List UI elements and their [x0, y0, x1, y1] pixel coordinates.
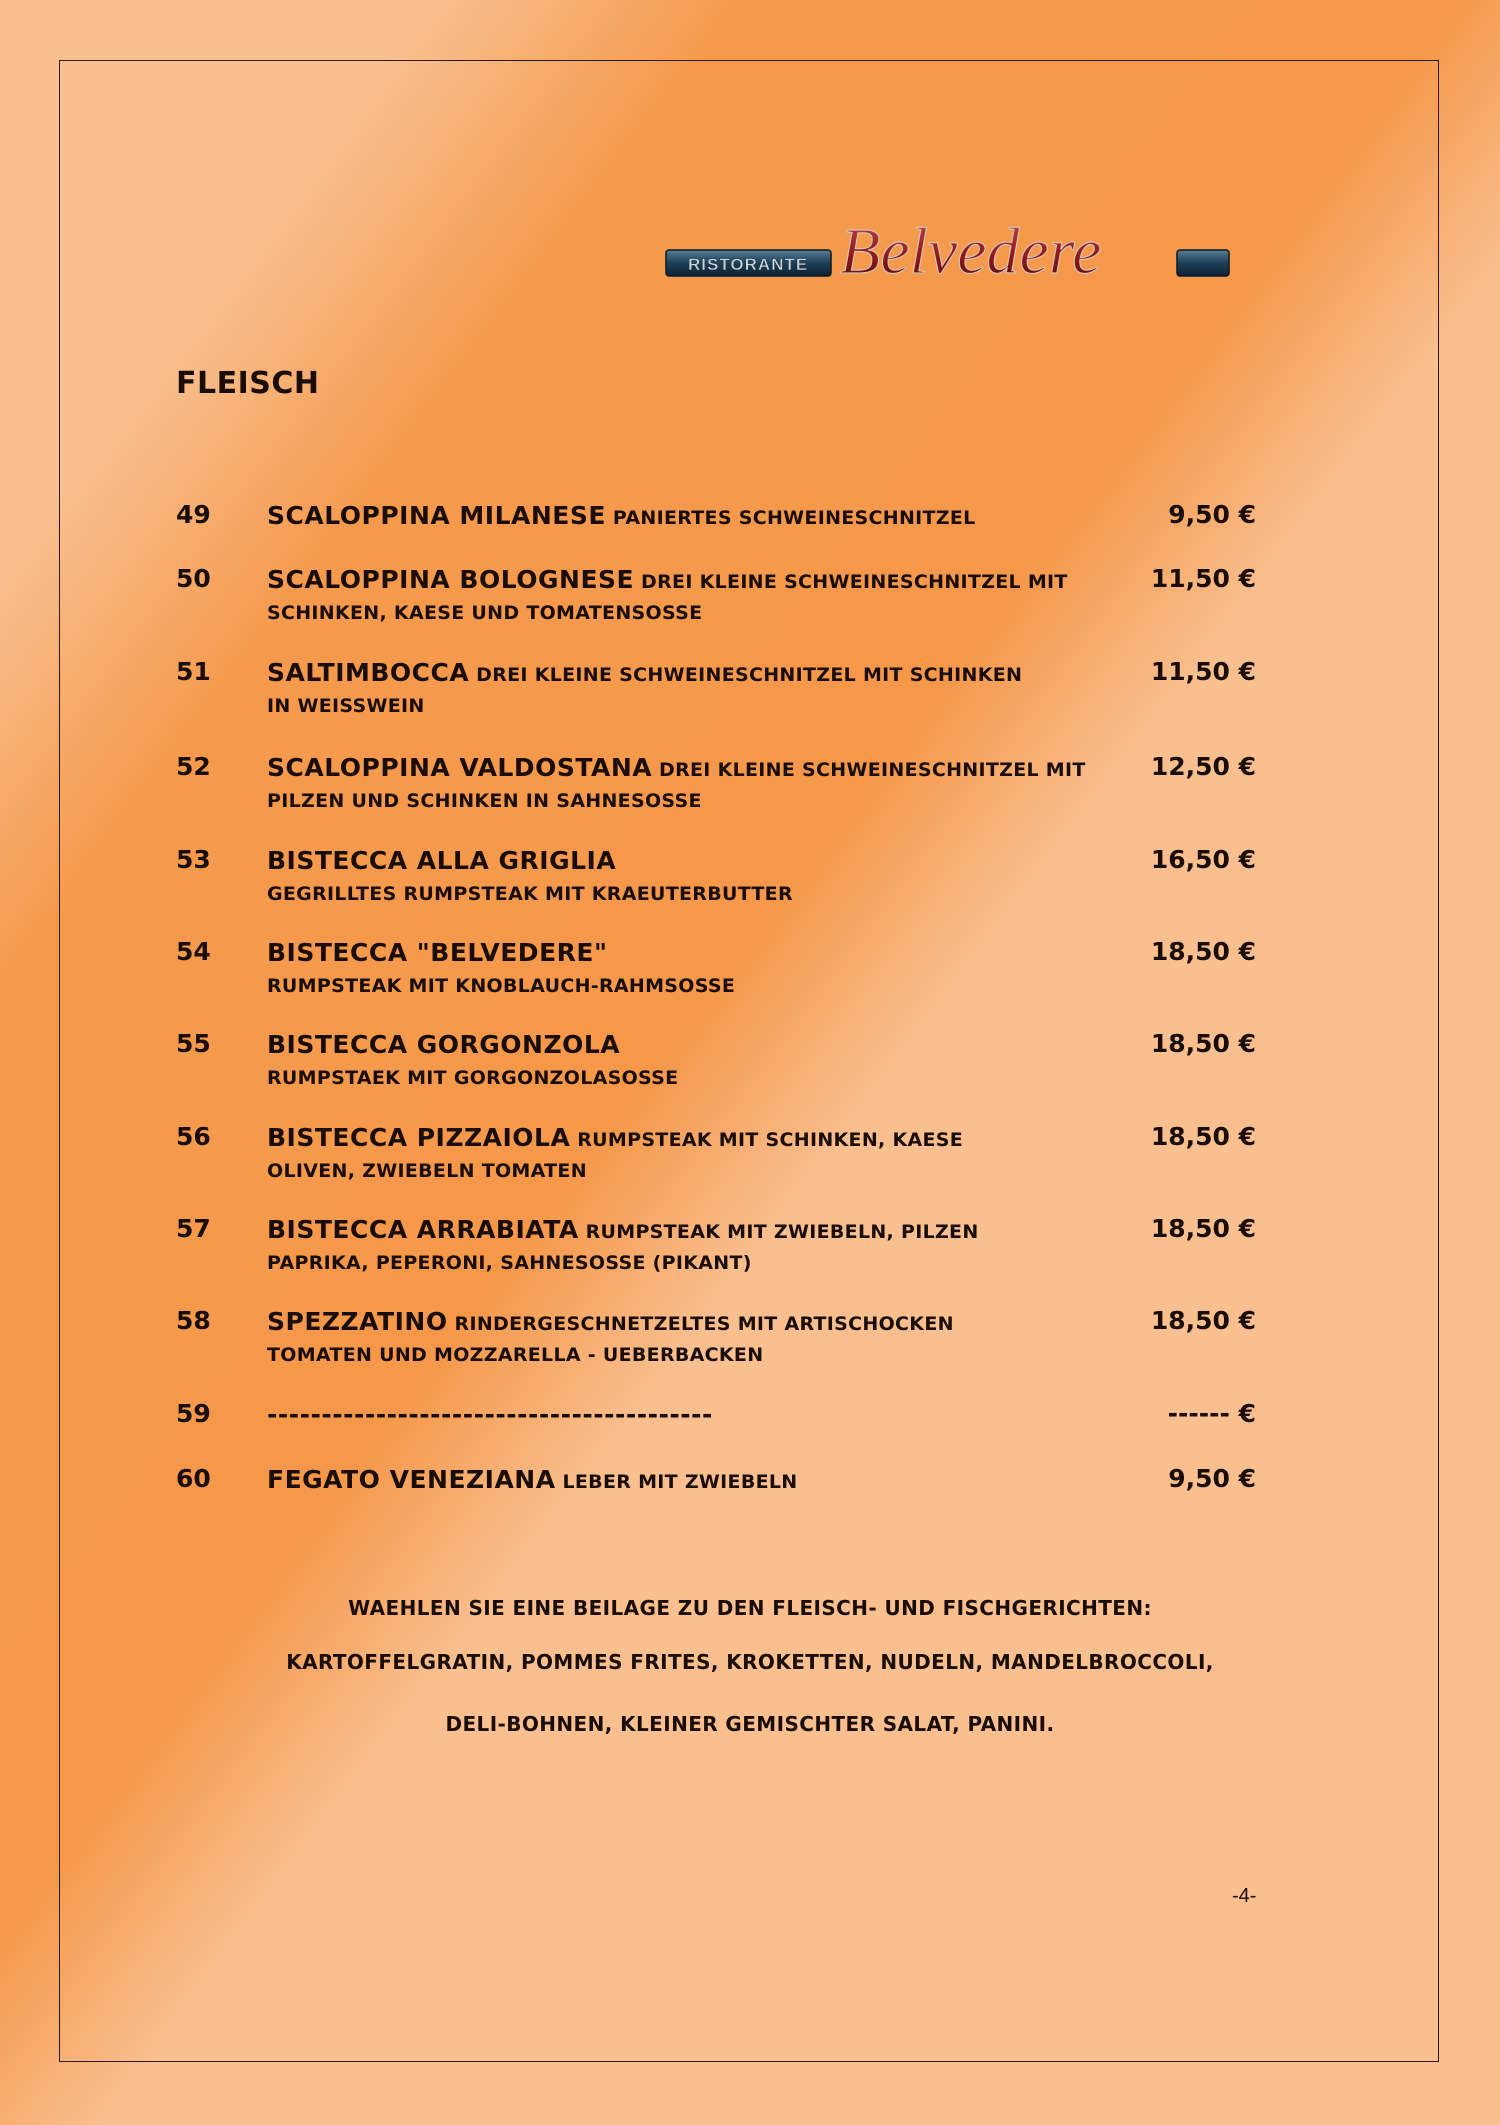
menu-item-description: DREI KLEINE SCHWEINESCHNITZEL MIT SCHINKEN — [469, 664, 1023, 686]
belvedere-logo — [662, 190, 1234, 290]
menu-item-text — [267, 1214, 1087, 1277]
menu-item-name: SPEZZATINO — [267, 1307, 448, 1336]
menu-item-line-1 — [267, 1214, 1087, 1249]
menu-item-description-line-2: PILZEN UND SCHINKEN IN SAHNESOSSE — [267, 790, 702, 812]
menu-item-price: 12,50 € — [1150, 752, 1256, 781]
menu-item-text — [267, 1306, 1087, 1369]
menu-item-text — [267, 1464, 1087, 1499]
page-number: -4- — [1232, 1885, 1257, 1907]
menu-item-text — [267, 1029, 1087, 1092]
menu-item-text — [267, 500, 1087, 535]
menu-item-line-1 — [267, 1029, 1087, 1064]
menu-item-line-1 — [267, 937, 1087, 972]
menu-item-description: RINDERGESCHNETZELTES MIT ARTISCHOCKEN — [447, 1313, 954, 1335]
menu-item-price: 18,50 € — [1150, 937, 1256, 966]
menu-item-description: RUMPSTEAK MIT SCHINKEN, KAESE — [570, 1129, 964, 1151]
menu-item-name: BISTECCA "BELVEDERE" — [267, 938, 608, 967]
menu-item-line-1 — [267, 1464, 1087, 1499]
menu-item-name: FEGATO VENEZIANA — [267, 1465, 556, 1494]
menu-item-description-line-2: PAPRIKA, PEPERONI, SAHNESOSSE (PIKANT) — [267, 1252, 752, 1274]
menu-item-name: SALTIMBOCCA — [267, 658, 470, 687]
menu-item-name: BISTECCA ARRABIATA — [267, 1215, 579, 1244]
menu-item-number: 53 — [176, 845, 211, 874]
menu-item-price: 18,50 € — [1150, 1214, 1256, 1243]
menu-item-text — [267, 937, 1087, 1000]
menu-item-number: 54 — [176, 937, 211, 966]
menu-item-line-1 — [267, 1122, 1087, 1157]
menu-item-number: 56 — [176, 1122, 211, 1151]
menu-item-description: PANIERTES SCHWEINESCHNITZEL — [605, 507, 976, 529]
menu-item-name: SCALOPPINA VALDOSTANA — [267, 753, 653, 782]
logo-ristorante-text: RISTORANTE — [688, 255, 809, 274]
menu-item-line-1 — [267, 564, 1087, 599]
menu-item-number: 52 — [176, 752, 211, 781]
menu-item-name: SCALOPPINA BOLOGNESE — [267, 565, 635, 594]
menu-item-description-line-2: RUMPSTAEK MIT GORGONZOLASOSSE — [267, 1067, 679, 1089]
menu-item-price: 9,50 € — [1168, 1464, 1256, 1493]
menu-item-line-1 — [267, 500, 1087, 535]
menu-item-name: BISTECCA PIZZAIOLA — [267, 1123, 571, 1152]
side-dish-heading: WAEHLEN SIE EINE BEILAGE ZU DEN FLEISCH- UND FISCHGERICHTEN: — [348, 1596, 1152, 1620]
menu-item-name: SCALOPPINA MILANESE — [267, 501, 606, 530]
menu-item-description: DREI KLEINE SCHWEINESCHNITZEL MIT — [652, 759, 1086, 781]
menu-item-price: ------ € — [1167, 1399, 1256, 1428]
menu-item-text — [267, 752, 1087, 815]
menu-item-price: 18,50 € — [1150, 1306, 1256, 1335]
menu-item-number: 49 — [176, 500, 211, 529]
menu-item-price: 18,50 € — [1150, 1122, 1256, 1151]
menu-item-description-line-2: TOMATEN UND MOZZARELLA - UEBERBACKEN — [267, 1344, 764, 1366]
menu-item-price: 11,50 € — [1150, 657, 1256, 686]
menu-item-line-1 — [267, 657, 1087, 692]
menu-item-description-line-2: OLIVEN, ZWIEBELN TOMATEN — [267, 1160, 587, 1182]
menu-item-price: 18,50 € — [1150, 1029, 1256, 1058]
menu-item-description-line-2: IN WEISSWEIN — [267, 695, 425, 717]
menu-item-description-line-2: RUMPSTEAK MIT KNOBLAUCH-RAHMSOSSE — [267, 975, 736, 997]
menu-item-line-1 — [267, 1306, 1087, 1341]
menu-item-description-line-2: SCHINKEN, KAESE UND TOMATENSOSSE — [267, 602, 703, 624]
menu-item-name: BISTECCA ALLA GRIGLIA — [267, 846, 617, 875]
menu-item-number: 51 — [176, 657, 211, 686]
menu-item-number: 58 — [176, 1306, 211, 1335]
menu-item-text — [267, 1399, 1087, 1434]
logo-belvedere-script: Belvedere — [840, 215, 1102, 288]
menu-item-text — [267, 1122, 1087, 1185]
menu-item-name: BISTECCA GORGONZOLA — [267, 1030, 621, 1059]
menu-item-price: 9,50 € — [1168, 500, 1256, 529]
side-dish-list-line-2: DELI-BOHNEN, KLEINER GEMISCHTER SALAT, PANINI. — [445, 1712, 1055, 1736]
side-dish-list-line-1: KARTOFFELGRATIN, POMMES FRITES, KROKETTEN, NUDELN, MANDELBROCCOLI, — [286, 1650, 1214, 1674]
menu-item-number: 50 — [176, 564, 211, 593]
menu-item-description-line-2: GEGRILLTES RUMPSTEAK MIT KRAEUTERBUTTER — [267, 883, 793, 905]
menu-item-text — [267, 657, 1087, 720]
menu-item-text — [267, 564, 1087, 627]
menu-item-description: LEBER MIT ZWIEBELN — [555, 1471, 798, 1493]
menu-item-line-1 — [267, 845, 1087, 880]
menu-item-number: 55 — [176, 1029, 211, 1058]
menu-item-description: RUMPSTEAK MIT ZWIEBELN, PILZEN — [578, 1221, 979, 1243]
menu-item-number: 59 — [176, 1399, 211, 1428]
menu-item-number: 60 — [176, 1464, 211, 1493]
menu-item-name: ----------------------------------------- — [267, 1400, 713, 1429]
menu-item-text — [267, 845, 1087, 908]
menu-item-price: 11,50 € — [1150, 564, 1256, 593]
menu-item-line-1 — [267, 1399, 1087, 1434]
menu-item-number: 57 — [176, 1214, 211, 1243]
section-title: FLEISCH — [176, 366, 320, 401]
menu-item-price: 16,50 € — [1150, 845, 1256, 874]
menu-item-line-1 — [267, 752, 1087, 787]
menu-item-description: DREI KLEINE SCHWEINESCHNITZEL MIT — [634, 571, 1068, 593]
